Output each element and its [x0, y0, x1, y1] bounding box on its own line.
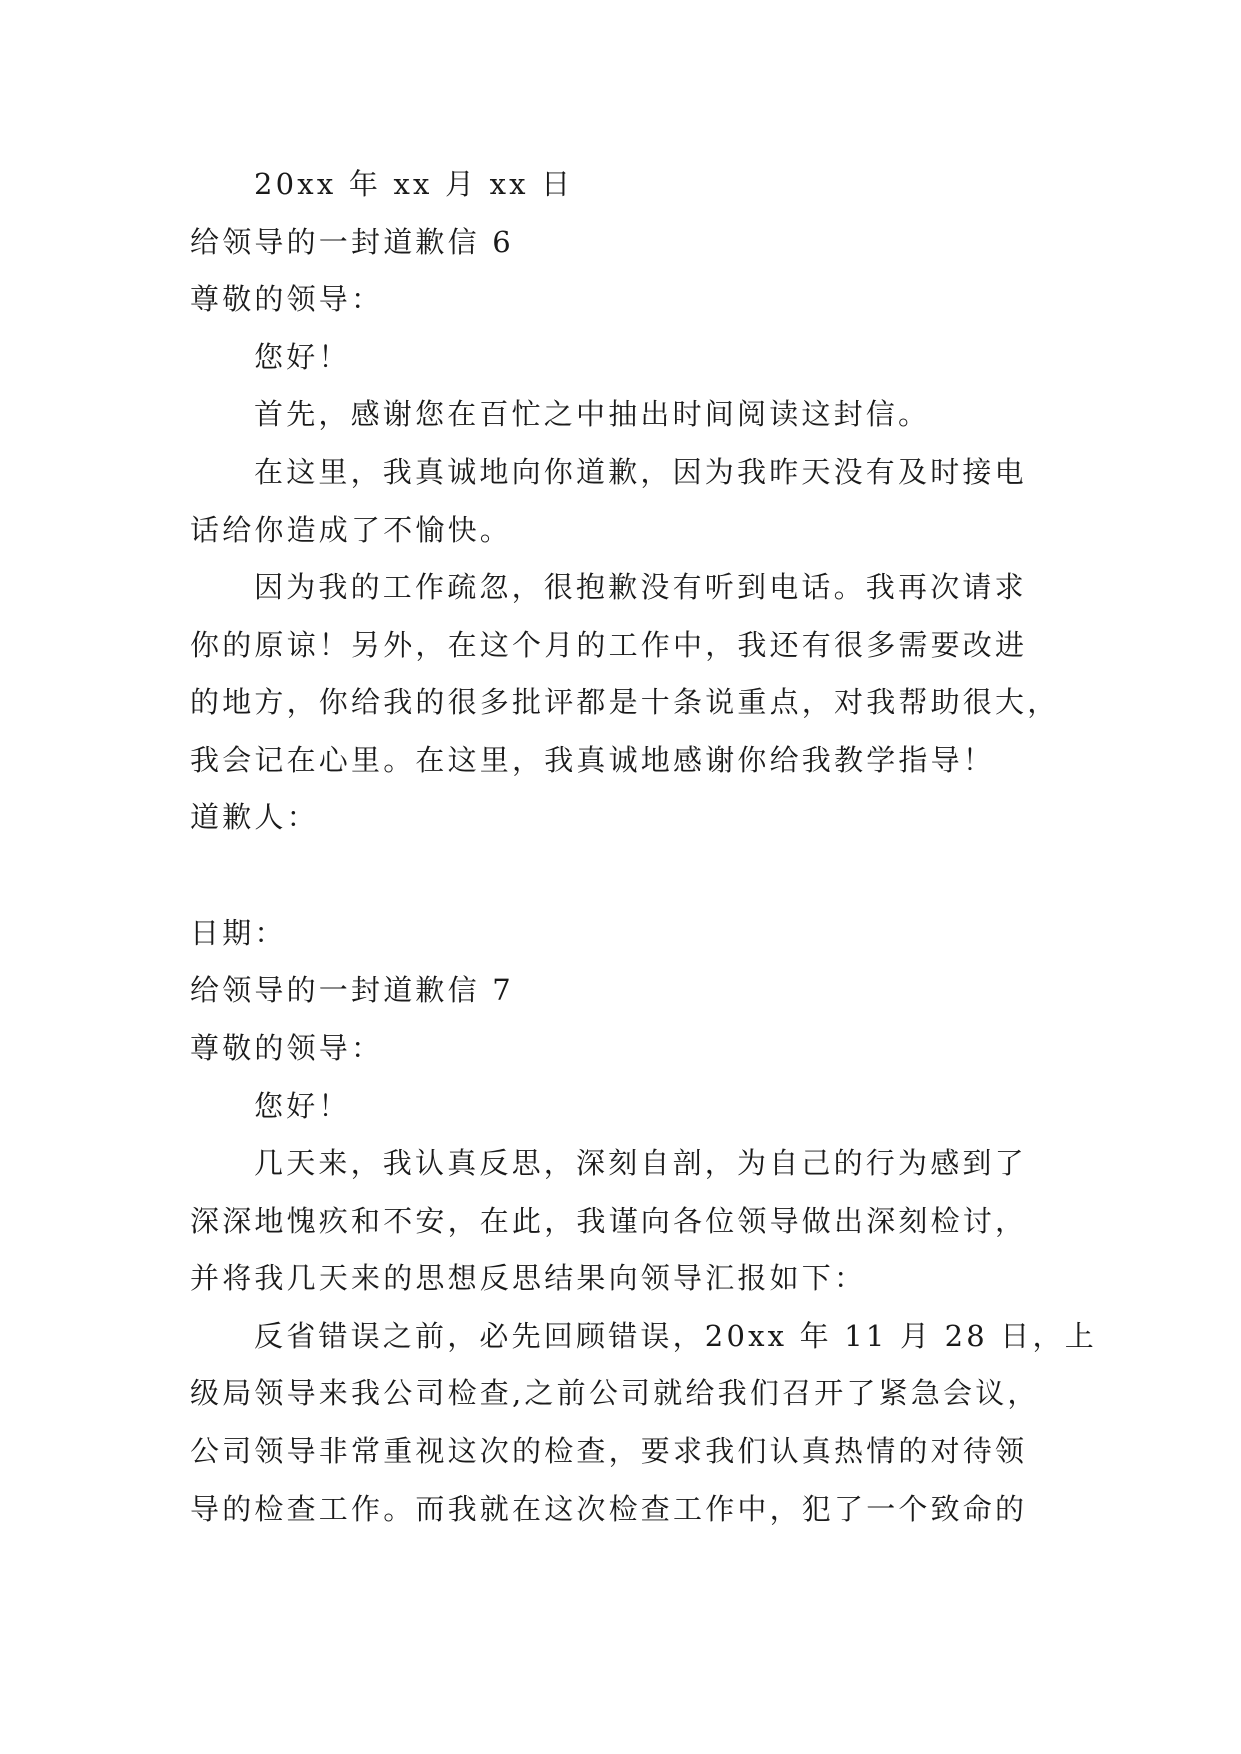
date-line: 20xx 年 xx 月 xx 日	[254, 167, 574, 201]
letter-6-paragraph-3-line-1: 因为我的工作疏忽，很抱歉没有听到电话。我再次请求	[254, 570, 1027, 604]
letter-6-paragraph-3-line-3: 的地方，你给我的很多批评都是十条说重点，对我帮助很大，	[190, 685, 1060, 719]
letter-7-paragraph-2-line-1: 反省错误之前，必先回顾错误，20xx 年 11 月 28 日，上	[254, 1319, 1097, 1353]
letter-6-paragraph-1: 首先，感谢您在百忙之中抽出时间阅读这封信。	[254, 397, 931, 431]
letter-6-salutation: 尊敬的领导：	[190, 282, 384, 316]
letter-6-paragraph-3-line-4: 我会记在心里。在这里，我真诚地感谢你给我教学指导！	[190, 743, 996, 777]
letter-6-signer-label: 道歉人：	[190, 800, 319, 834]
letter-7-paragraph-1-line-2: 深深地愧疚和不安，在此，我谨向各位领导做出深刻检讨，	[190, 1204, 1028, 1238]
letter-7-greeting: 您好！	[254, 1089, 351, 1123]
letter-7-paragraph-2-line-2: 级局领导来我公司检查,之前公司就给我们召开了紧急会议，	[190, 1376, 1040, 1410]
letter-6-paragraph-3-line-2: 你的原谅！另外，在这个月的工作中，我还有很多需要改进	[190, 628, 1028, 662]
letter-7-title: 给领导的一封道歉信 7	[190, 973, 514, 1007]
letter-6-greeting: 您好！	[254, 340, 351, 374]
letter-7-paragraph-2-line-3: 公司领导非常重视这次的检查，要求我们认真热情的对待领	[190, 1434, 1028, 1468]
letter-7-paragraph-1-line-3: 并将我几天来的思想反思结果向领导汇报如下：	[190, 1261, 867, 1295]
letter-7-paragraph-2-line-4: 导的检查工作。而我就在这次检查工作中，犯了一个致命的	[190, 1492, 1028, 1526]
letter-6-paragraph-2-line-1: 在这里，我真诚地向你道歉，因为我昨天没有及时接电	[254, 455, 1027, 489]
letter-7-salutation: 尊敬的领导：	[190, 1031, 384, 1065]
letter-6-paragraph-2-line-2: 话给你造成了不愉快。	[190, 513, 513, 547]
letter-6-title: 给领导的一封道歉信 6	[190, 225, 514, 259]
letter-6-date-label: 日期：	[190, 916, 287, 950]
letter-7-paragraph-1-line-1: 几天来，我认真反思，深刻自剖，为自己的行为感到了	[254, 1146, 1027, 1180]
